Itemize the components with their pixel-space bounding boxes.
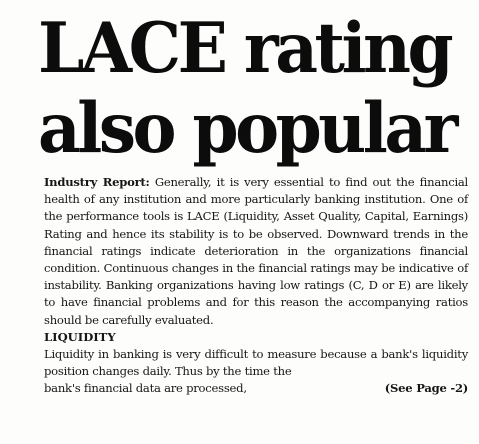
paragraph-liquidity <box>44 346 468 380</box>
paragraph-liquidity-end: bank's financial data are processed, <box>44 381 247 396</box>
continuation-reference: (See Page -2) <box>384 381 468 396</box>
headline-line-2: also popular <box>38 86 455 169</box>
article-body <box>44 174 468 398</box>
headline-line-1: LACE rating <box>38 6 451 89</box>
lead-in: Industry Report: <box>44 175 150 189</box>
paragraph-liquidity-last-line <box>44 380 468 397</box>
headline <box>38 8 468 168</box>
paragraph-intro-text: Generally, it is very essential to find out the financial health of any institution and more particularly banking institution. One of the performance tools is LACE (Liquidity, Asset Quality, Capital, Earnings) Rating and hence its stability is to be observed. Downward trends in the financial ratings indicate deterioration in the organizations financial condition. Continuous changes in the financial ratings may be indicative of instability. Banking organizations having low ratings (C, D or E) are likely to have financial problems and for this reason the accompanying ratios should be carefully evaluated. <box>44 175 469 327</box>
paragraph-intro <box>44 174 468 329</box>
paragraph-liquidity-text: Liquidity in banking is very difficult to measure because a bank's liquidity position changes daily. Thus by the time the <box>44 347 468 379</box>
subheading-liquidity: LIQUIDITY <box>44 329 116 344</box>
